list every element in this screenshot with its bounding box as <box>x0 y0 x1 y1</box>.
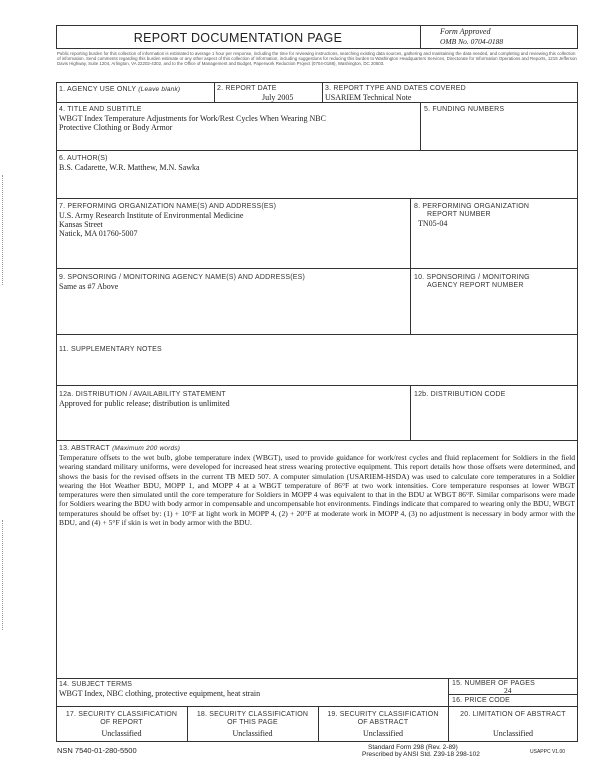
sec-report-label: 17. SECURITY CLASSIFICATION OF REPORT <box>65 711 178 726</box>
supplementary-label: 11. SUPPLEMENTARY NOTES <box>59 346 162 353</box>
sec-abstract-label: 19. SECURITY CLASSIFICATION OF ABSTRACT <box>327 711 439 726</box>
performing-report-label2: REPORT NUMBER <box>427 211 491 218</box>
sec-report-value: Unclassified <box>101 729 142 738</box>
standard-form: Standard Form 298 (Rev. 2-89) <box>368 744 458 751</box>
report-type-label: 3. REPORT TYPE AND DATES COVERED <box>325 85 466 92</box>
form-frame <box>56 82 578 742</box>
sec-abstract-value: Unclassified <box>363 729 403 738</box>
distribution-label: 12a. DISTRIBUTION / AVAILABILITY STATEMENT <box>59 391 226 398</box>
performing-org-line1: U.S. Army Research Institute of Environmental Medicine <box>59 211 244 220</box>
sponsoring-report-label2: AGENCY REPORT NUMBER <box>427 282 524 289</box>
limitation-label: 20. LIMITATION OF ABSTRACT <box>460 711 566 718</box>
omb-number: OMB No. 0704-0188 <box>440 37 504 46</box>
limitation-value: Unclassified <box>493 729 533 738</box>
abstract-text: Temperature offsets to the wet bulb, globe temperature index (WBGT), used to provide guidance for work/rest cycles and fluid replacement for Soldiers in the field wearing standard military uniforms, were developed for increased heat stress wearing protective equipment. This report details how those offsets were determined, and shows the basis for the revised offsets in the current TB MED 507. A computer simulation (USARIEM-HSDA) was used to calculate core temperatures in a Soldier wearing the Hot Weather BDU, MOPP 1, and MOPP 4 at a WBGT temperature of 86°F at two work intensities. Core temperature responses at lower WBGT temperatures were then simulated until the core temperature for Soldiers in MOPP 4 was equivalent to that in the BDU at WBGT 86°F. Similar comparisons were made for Soldiers wearing the BDU with body armor in compensable and uncompensable hot environments. Findings indicate that compared to wearing only the BDU, WBGT temperatures should be offset by: (1) + 10°F at light work in MOPP 4, (2) + 20°F at moderate work in MOPP 4, (3) no adjustment is necessary in body armor with the BDU, and (4) + 5°F if skin is wet in body armor with the BDU. <box>59 453 575 528</box>
title-line2: Protective Clothing or Body Armor <box>59 123 173 132</box>
report-date-label: 2. REPORT DATE <box>217 85 277 92</box>
distribution-code-label: 12b. DISTRIBUTION CODE <box>414 391 506 398</box>
header-divider <box>420 25 421 49</box>
performing-org-line2: Kansas Street <box>59 220 103 229</box>
performing-org-label: 7. PERFORMING ORGANIZATION NAME(S) AND ADDRESS(ES) <box>59 203 277 210</box>
row1-bottom <box>56 102 578 103</box>
performing-org-line3: Natick, MA 01760-5007 <box>59 229 138 238</box>
abstract-label: 13. ABSTRACT (Maximum 200 words) <box>59 445 181 452</box>
left-margin-marks <box>2 175 5 285</box>
sponsoring-label: 9. SPONSORING / MONITORING AGENCY NAME(S) AND ADDRESS(ES) <box>59 274 306 281</box>
report-type-value: USARIEM Technical Note <box>325 93 412 102</box>
num-pages-value: 24 <box>504 686 512 695</box>
title-label: 4. TITLE AND SUBTITLE <box>59 106 142 113</box>
subject-terms-label: 14. SUBJECT TERMS <box>59 681 133 688</box>
page-title: REPORT DOCUMENTATION PAGE <box>133 31 343 45</box>
subject-terms-value: WBGT Index, NBC clothing, protective equipment, heat strain <box>59 689 261 698</box>
burden-statement: Public reporting burden for this collection of information is estimated to average 1 hour per response, including the time for reviewing instructions, searching existing data sources, gathering and maintaining the data needed, and completing and reviewing this collection of information. Send comments regarding this burden estimate or any other aspect of this collection of information, including suggestions for reducing this burden to Washington Headquarters Services, Directorate for Information Operations and Reports, 1215 Jefferson Davis Highway, Suite 1204, Arlington, VA 22202-4302, and to the Office of Management and Budget, Paperwork Reduction Project (0704-0188), Washington, DC 20503. <box>57 51 577 67</box>
funding-label: 5. FUNDING NUMBERS <box>424 106 505 113</box>
authors-label: 6. AUTHOR(S) <box>59 155 108 162</box>
num-pages-label: 15. NUMBER OF PAGES <box>452 680 536 687</box>
sponsoring-value: Same as #7 Above <box>59 282 119 291</box>
agency-use-label: 1. AGENCY USE ONLY (Leave blank) <box>59 86 181 93</box>
usapppc: USAPPC V1.00 <box>530 749 566 755</box>
sec-page-label: 18. SECURITY CLASSIFICATION OF THIS PAGE <box>196 711 309 726</box>
sec-page-value: Unclassified <box>232 729 273 738</box>
prescribed-by: Prescribed by ANSI Std. Z39-18 298-102 <box>362 751 480 758</box>
nsn-number: NSN 7540-01-280-5500 <box>57 746 137 755</box>
title-line1: WBGT Index Temperature Adjustments for Work/Rest Cycles When Wearing NBC <box>59 114 326 123</box>
performing-report-value: TN05-04 <box>418 219 448 228</box>
authors-value: B.S. Cadarette, W.R. Matthew, M.N. Sawka <box>59 163 200 172</box>
distribution-value: Approved for public release; distribution is unlimited <box>59 399 230 408</box>
price-code-label: 16. PRICE CODE <box>452 697 511 704</box>
performing-report-label1: 8. PERFORMING ORGANIZATION <box>414 203 530 210</box>
form-approved: Form Approved <box>440 27 491 36</box>
report-date-value: July 2005 <box>262 93 294 102</box>
sponsoring-report-label1: 10. SPONSORING / MONITORING <box>414 274 530 281</box>
